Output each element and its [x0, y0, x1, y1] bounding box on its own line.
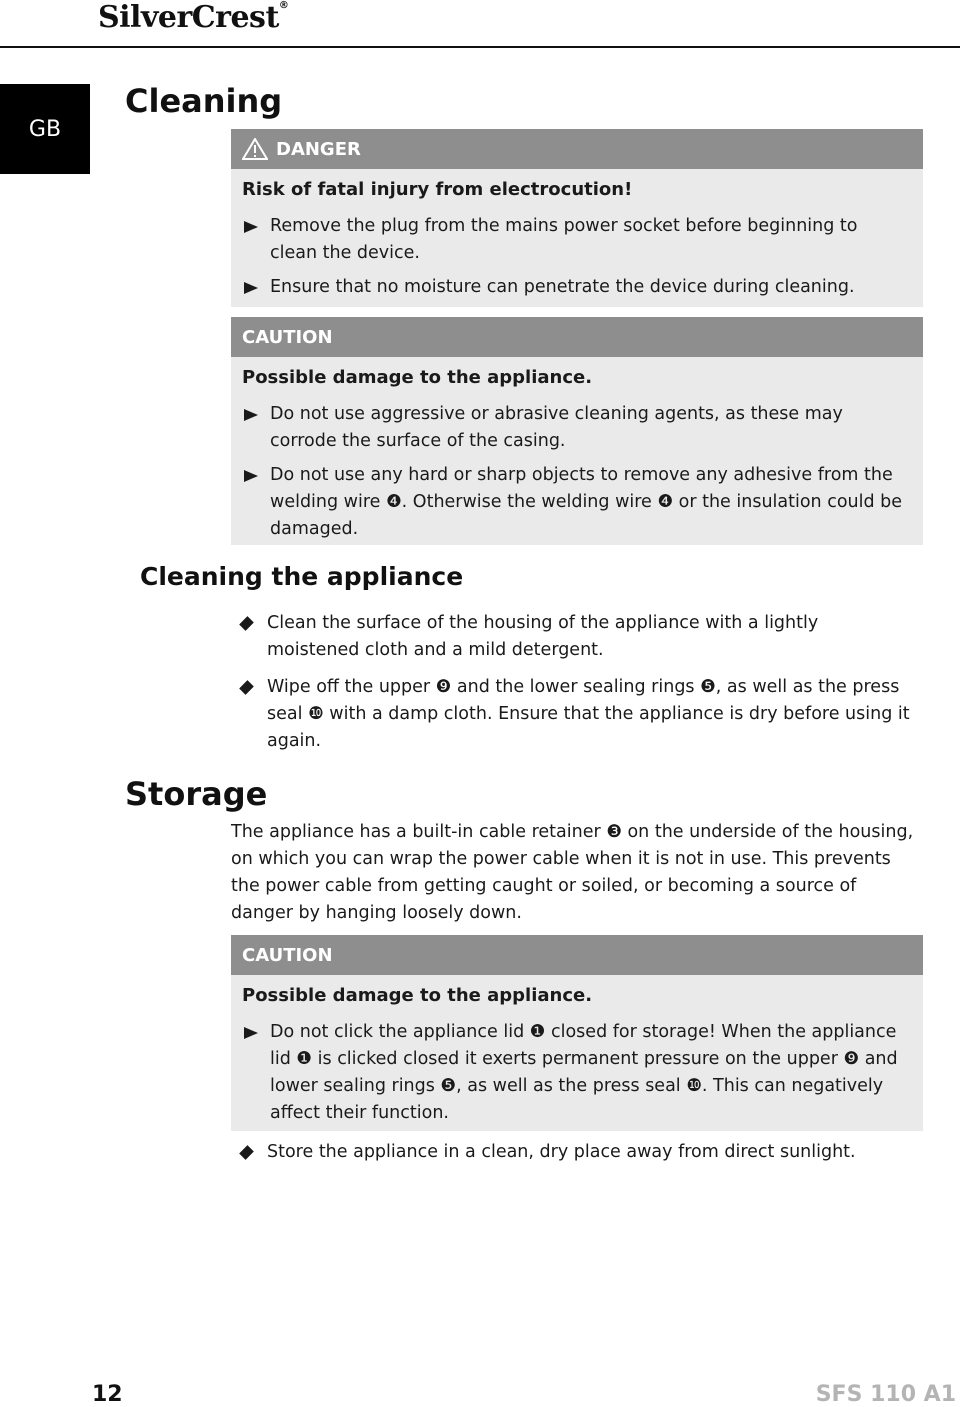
section-title-cleaning: Cleaning	[125, 82, 283, 120]
list-item-text: Ensure that no moisture can penetrate the device during cleaning.	[270, 277, 855, 297]
danger-list	[231, 205, 923, 311]
list-item-text: Wipe off the upper ❾ and the lower sealing rings ❺, as well as the press seal ❿ with a damp cloth. Ensure that the appliance is dry before using it again.	[267, 677, 910, 751]
list-item-text: Do not click the appliance lid ❶ closed for storage! When the appliance lid ❶ is clicked closed it exerts permanent pressure on the upper ❾ and lower sealing rings ❺, as well as the press seal ❿. This can negatively affect their function.	[270, 1022, 898, 1123]
section-title-storage: Storage	[125, 775, 268, 813]
brand-logo	[98, 0, 288, 35]
storage-steps	[238, 1139, 910, 1176]
arrow-bullet-icon	[244, 409, 258, 421]
diamond-bullet-icon	[239, 680, 254, 695]
storage-paragraph: The appliance has a built-in cable retainer ❸ on the underside of the housing, on which you can wrap the power cable when it is not in use. This prevents the power cable from getting caught or soiled, or becoming a source of danger by hanging loosely down.	[231, 822, 914, 923]
caution-box-2	[231, 935, 923, 1131]
list-item-text: Remove the plug from the mains power socket before beginning to clean the device.	[270, 216, 858, 263]
caution-list	[231, 393, 923, 553]
registered-mark: ®	[278, 0, 289, 11]
arrow-bullet-icon	[244, 221, 258, 233]
warning-triangle-icon	[242, 138, 268, 160]
diamond-bullet-icon	[239, 616, 254, 631]
arrow-bullet-icon	[244, 1027, 258, 1039]
list-item	[238, 1139, 910, 1166]
list-item	[242, 1019, 903, 1127]
diamond-bullet-icon	[239, 1145, 254, 1160]
danger-header	[231, 129, 923, 169]
list-item	[238, 610, 910, 664]
danger-title: Risk of fatal injury from electrocution!	[242, 179, 633, 200]
arrow-bullet-icon	[244, 470, 258, 482]
caution-title: Possible damage to the appliance.	[242, 985, 593, 1006]
list-item	[242, 401, 903, 455]
subsection-title-cleaning-appliance: Cleaning the appliance	[140, 562, 464, 591]
list-item-text: Clean the surface of the housing of the appliance with a lightly moistened cloth and a mild detergent.	[267, 613, 819, 660]
caution-box-1	[231, 317, 923, 545]
list-item	[238, 674, 910, 755]
header-rule	[0, 46, 960, 48]
cleaning-steps	[238, 610, 910, 765]
list-item-text: Do not use aggressive or abrasive cleaning agents, as these may corrode the surface of the casing.	[270, 404, 843, 451]
caution-title: Possible damage to the appliance.	[242, 367, 593, 388]
danger-box	[231, 129, 923, 307]
arrow-bullet-icon	[244, 282, 258, 294]
caution-header: CAUTION	[231, 935, 923, 975]
model-number: SFS 110 A1	[815, 1382, 956, 1407]
list-item-text: Store the appliance in a clean, dry place away from direct sunlight.	[267, 1142, 856, 1162]
page-number: 12	[92, 1382, 123, 1407]
caution-header: CAUTION	[231, 317, 923, 357]
list-item	[242, 213, 903, 267]
list-item	[242, 462, 903, 543]
list-item-text: Do not use any hard or sharp objects to remove any adhesive from the welding wire ❹. Otherwise the welding wire ❹ or the insulation could be damaged.	[270, 465, 903, 539]
brand-name: SilverCrest	[98, 0, 279, 35]
caution-list	[231, 1011, 923, 1137]
language-tab: GB	[0, 84, 90, 174]
danger-label: DANGER	[276, 138, 361, 160]
list-item	[242, 274, 903, 301]
